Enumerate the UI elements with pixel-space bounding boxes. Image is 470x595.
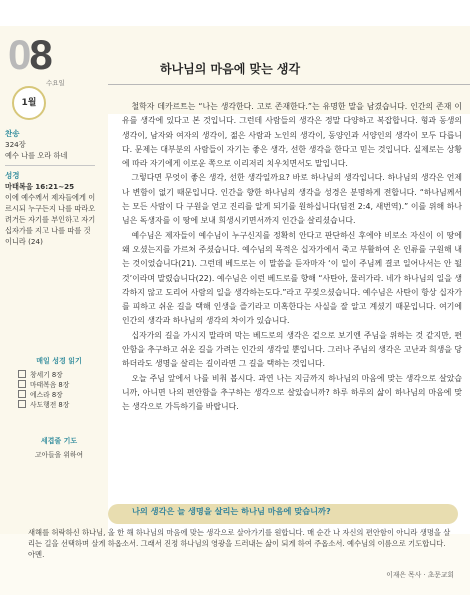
checkbox[interactable] [18, 390, 26, 398]
reflection-question: 나의 생각은 늘 생명을 살리는 하나님 마음에 맞습니까? [132, 506, 331, 516]
daily-reading [18, 356, 100, 409]
reading-item[interactable]: 사도행전 8장 [18, 399, 100, 409]
paragraph: 그렇다면 무엇이 좋은 생각, 선한 생각일까요? 바로 하나님의 생각입니다. 하나님의 생각은 언제나 변함이 없기 때문입니다. 인간을 향한 하나님의 생각을 성경은 분명하게 전합니다. “하나님께서는 모든 사람이 다 구원을 얻고 진리를 알게 되기를 원하십니다(딤전 2:4, 새번역).” 이를 위해 하나님은 독생자를 이 땅에 보내 희생시키면서까지 인간을 살리셨습니다. [122, 173, 462, 226]
page-title: 하나님의 마음에 맞는 생각 [160, 62, 301, 76]
hymn-section [5, 128, 105, 247]
month-badge: 1월 [12, 86, 46, 120]
weekday-label: 수요일 [46, 79, 65, 87]
checkbox[interactable] [18, 400, 26, 408]
checkbox[interactable] [18, 370, 26, 378]
hymn-number: 324장 [5, 140, 26, 149]
day-number [8, 31, 51, 78]
main-article [122, 100, 462, 415]
section-divider [5, 165, 95, 166]
scripture-text: 이에 예수께서 제자들에게 이르시되 누구든지 나를 따라오려거든 자기를 부인하고 자기 십자가를 지고 나를 따를 것이니라 (24) [5, 193, 96, 246]
prayer-topic-text: 고아들을 위하여 [34, 451, 84, 459]
paragraph: 오늘 주님 앞에서 나를 비춰 봅시다. 과연 나는 지금까지 하나님의 마음에 맞는 생각으로 살았습니까, 아니면 나의 편안함을 추구하는 생각으로 살았습니까? 하루 하루의 삶이 하나님의 마음에 맞는 생각으로 가득하기를 바랍니다. [122, 373, 462, 412]
title-divider [108, 84, 470, 85]
scripture-ref: 마태복음 16:21~25 [5, 182, 75, 191]
author-credit: 이재은 목사 · 초문교회 [386, 571, 454, 579]
scripture-heading: 성경 [5, 171, 20, 180]
hymn-title: 예수 나를 오라 하네 [5, 151, 68, 160]
paragraph: 십자가의 길을 가시지 말라며 막는 베드로의 생각은 겉으로 보기엔 주님을 위하는 것 같지만, 편안함을 추구하고 쉬운 길을 가려는 인간의 생각일 뿐입니다. 그러나 주님의 생각은 고난과 희생을 당하더라도 생명을 살리는 길이라면 그 길을 택하는 것입니다. [122, 330, 463, 369]
reading-item[interactable]: 에스라 8장 [18, 389, 100, 399]
hymn-heading: 찬송 [5, 129, 20, 138]
paragraph: 철학자 데카르트는 “나는 생각한다. 고로 존재한다.”는 유명한 말을 남겼습니다. 인간의 존재 이유를 생각에 있다고 본 것입니다. 그런데 사람들의 생각은 정말 다양하고 복잡합니다. 형과 동생의 생각이, 남자와 여자의 생각이, 젊은 사람과 노인의 생각이, 동양인과 서양인의 생각이 모두 다릅니다. 문제는 대부분의 사람들이 자기는 좋은 생각, 선한 생각을 한다고 믿는 것입니다. 실제로는 상황에 따라 자기에게 이로운 쪽으로 이리저리 치우치면서도 말입니다. [122, 102, 462, 169]
day-digit-1: 0 [8, 31, 30, 78]
paragraph: 예수님은 제자들이 예수님이 누구신지를 정확히 안다고 판단하신 후에야 비로소 자신이 이 땅에 왜 오셨는지를 가르쳐 주셨습니다. 예수님의 목적은 십자가에서 죽고 부활하여 온 인류를 구원해 내는 것이었습니다(21). 그런데 베드로는 이 말씀을 듣자마자 ‘이 일이 주님께 결코 일어나서는 안 될 것’이라며 말렸습니다(22). 예수님은 이런 베드로를 향해 “사탄아, 물러가라. 네가 하나님의 일을 생각하지 않고 도리어 사람의 일을 생각하는도다.”라고 꾸짖으셨습니다. 예수님은 사탄이 항상 십자가를 피하고 쉬운 길을 택해 인생을 즐기라고 미혹한다는 사실을 잘 알고 계셨기 때문입니다. 여기에 인간의 생각과 하나님의 생각의 차이가 있습니다. [122, 230, 462, 326]
reading-item[interactable]: 마태복음 8장 [18, 379, 100, 389]
reading-item[interactable]: 창세기 8장 [18, 369, 100, 379]
prayer-topic-heading: 세겹줄 기도 [40, 437, 78, 445]
checkbox[interactable] [18, 380, 26, 388]
closing-prayer: 새해를 허락하신 하나님, 올 한 해 하나님의 마음에 맞는 생각으로 살아가기를 원합니다. 매 순간 나 자신의 편안함이 아니라 생명을 살리는 길을 선택하며 살게 하옵소서. 그래서 진정 하나님의 영광을 드러내는 삶이 되게 하여 주옵소서. 예수님의 이름으로 기도합니다. 아멘. [28, 528, 451, 560]
reading-heading: 매일 성경 읽기 [36, 357, 82, 365]
prayer-topic [18, 436, 100, 459]
day-digit-2: 8 [29, 31, 51, 78]
